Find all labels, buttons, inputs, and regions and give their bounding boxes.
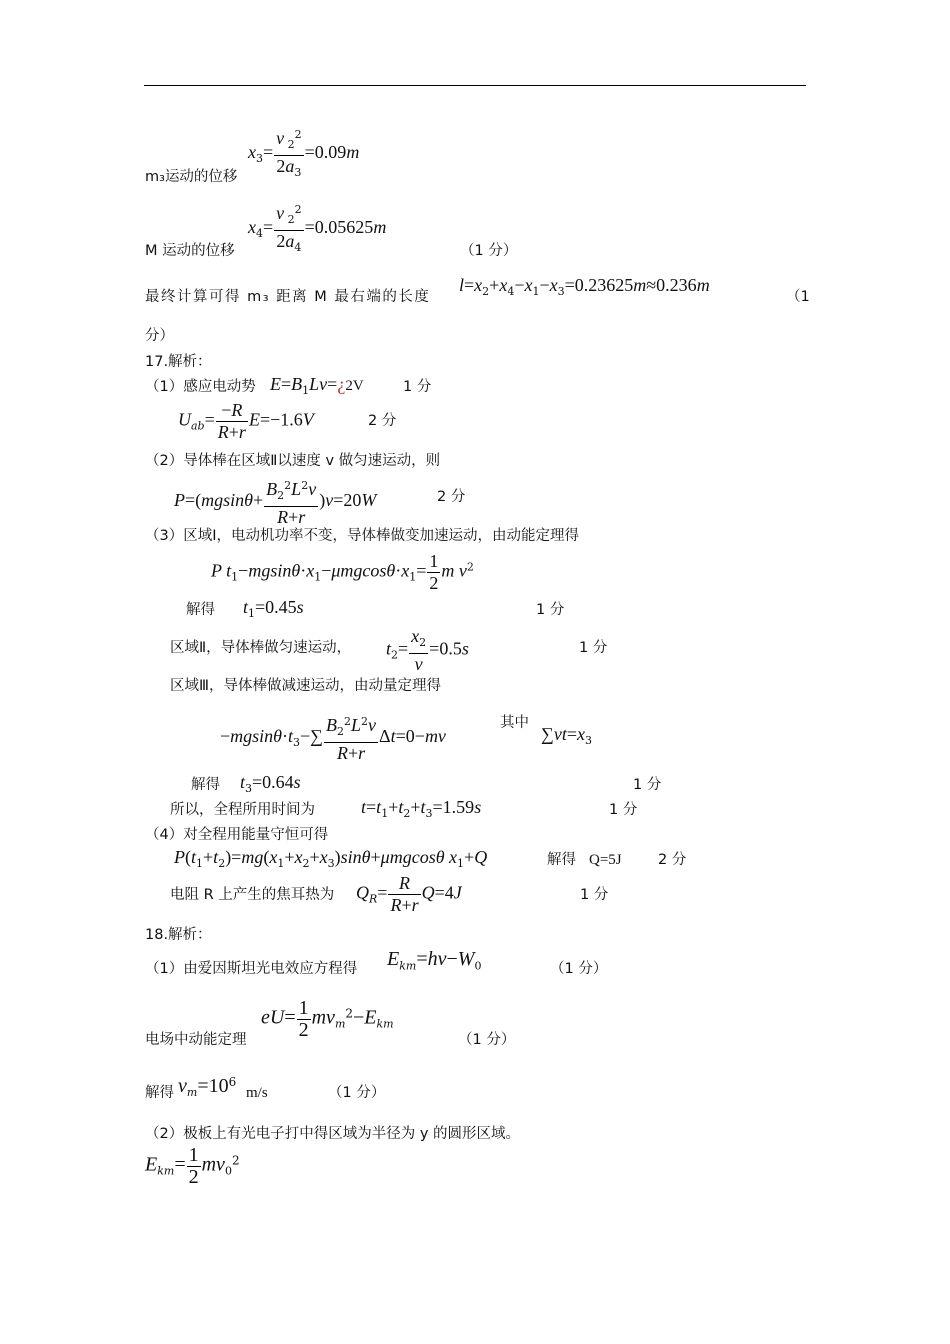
header-rule	[144, 85, 806, 86]
s18-p2-label: （2）极板上有光电子打中得区域为半径为 y 的圆形区域。	[145, 1126, 521, 1142]
s17-p4-Q: Q=5J	[589, 852, 622, 868]
eq-t3: $t_3=0.64s$	[240, 772, 301, 795]
s18-solve-unit: m/s	[246, 1085, 268, 1101]
section-18-title: 18.解析：	[145, 927, 212, 943]
M-displacement-score: （1 分）	[460, 243, 518, 259]
s18-field-score: （1 分）	[458, 1032, 516, 1048]
s17-p4-score: 2 分	[658, 852, 687, 868]
s17-p1b-score: 2 分	[368, 413, 397, 429]
s17-p4-solve: 解得	[547, 852, 576, 868]
s18-solve-score: （1 分）	[328, 1085, 386, 1101]
eq-ekm: $E_{km}=$ $\frac{1}{2}$ $mv_0^2$	[145, 1144, 240, 1188]
eq-heat: $Q_R=$ $\frac{R}{R+r}$ Q=4J	[356, 873, 462, 915]
eq-x4: $x_4=$ $\frac{v _2^2}{2a_4}$ =0.05625m	[248, 200, 386, 258]
eq-final-length: $l=x_2+x_4-x_1-x_3=0.23625m\approx 0.236m$	[459, 275, 710, 298]
final-length-label: 最终计算可得 m₃ 距离 M 最右端的长度	[145, 289, 431, 305]
s17-p1-label: （1）感应电动势	[145, 379, 256, 395]
eq-photoelectric: $E_{km}=h\nu-W_0$	[387, 948, 482, 973]
s18-solve-label: 解得	[145, 1085, 174, 1101]
eq-sum: $\sum vt=x_3$	[541, 724, 592, 747]
eq-uab: $U_{ab}=$ $\frac{-R}{R+r}$ E=−1.6V	[178, 400, 314, 442]
s17-total-label: 所以，全程所用时间为	[170, 802, 315, 818]
m3-displacement-label: m₃运动的位移	[145, 169, 238, 185]
eq-emf: $E=B_1Lv=¿2V$	[270, 374, 364, 397]
s17-p3-label: （3）区域Ⅰ，电动机功率不变，导体棒做变加速运动，由动能定理得	[145, 528, 579, 544]
s17-zone3-label: 区域Ⅲ，导体棒做减速运动，由动量定理得	[170, 678, 441, 694]
s17-total-score: 1 分	[609, 802, 638, 818]
eq-power: P=(mgsinθ+ $\frac{B_2^2L^2v}{R+r}$ )v=20W	[174, 479, 377, 527]
M-displacement-label: M 运动的位移	[145, 243, 235, 259]
s17-solve1-label: 解得	[186, 602, 215, 618]
s18-p1-label: （1）由爱因斯坦光电效应方程得	[145, 961, 358, 977]
eq-x3: $x_3=$ $\frac{v _2^2}{2a_3}$ =0.09m	[248, 125, 359, 183]
eq-energy: P $t_1-mgsin\theta\cdot x_1-\mu mgcos\theta\cdot x_1=$ $\frac{1}{2}$ m $v^2$	[211, 551, 474, 593]
eq-total-time: $t=t_1+t_2+t_3=1.59s$	[361, 797, 482, 820]
s18-field-label: 电场中动能定理	[145, 1032, 247, 1048]
s17-solve3-label: 解得	[191, 777, 220, 793]
s17-where-label: 其中	[500, 715, 529, 731]
s17-solve1-score: 1 分	[536, 602, 565, 618]
eq-t1: $t_1=0.45s$	[243, 597, 304, 620]
eq-conservation: $P(t_1+t_2)=mg(x_1+x_2+x_3)\sin\theta+\mu mgcos\theta$ $x_1+Q$	[174, 847, 488, 870]
section-17-title: 17.解析：	[145, 354, 212, 370]
s18-p1-score: （1 分）	[550, 961, 608, 977]
s17-p2-score: 2 分	[437, 489, 466, 505]
s17-zone2-label: 区域Ⅱ，导体棒做匀速运动，	[170, 640, 352, 656]
eq-momentum: $-mgsin\theta\cdot t_3-\sum$ $\frac{B_2^2L^2v}{R+r}$ Δt=0−mv	[220, 715, 446, 763]
s17-p2-label: （2）导体棒在区域Ⅱ以速度 v 做匀速运动，则	[145, 453, 441, 469]
s17-heat-score: 1 分	[580, 887, 609, 903]
final-score-a: （1	[786, 289, 810, 305]
eq-vm: $v_m=10^6$	[178, 1075, 237, 1099]
eq-t2: $t_2=$ $\frac{x_2}{v}$ =0.5s	[386, 626, 469, 674]
s17-p4-label: （4）对全程用能量守恒可得	[145, 827, 329, 843]
emf-value: 2V	[345, 378, 364, 394]
s17-p1-score: 1 分	[403, 379, 432, 395]
eq-field-energy: eU= $\frac{1}{2}$ $mv_m^2-E_{km}$	[261, 997, 394, 1041]
s17-zone2-score: 1 分	[579, 640, 608, 656]
s17-heat-label: 电阻 R 上产生的焦耳热为	[170, 887, 335, 903]
s17-solve3-score: 1 分	[633, 777, 662, 793]
final-score-b: 分）	[145, 328, 174, 344]
